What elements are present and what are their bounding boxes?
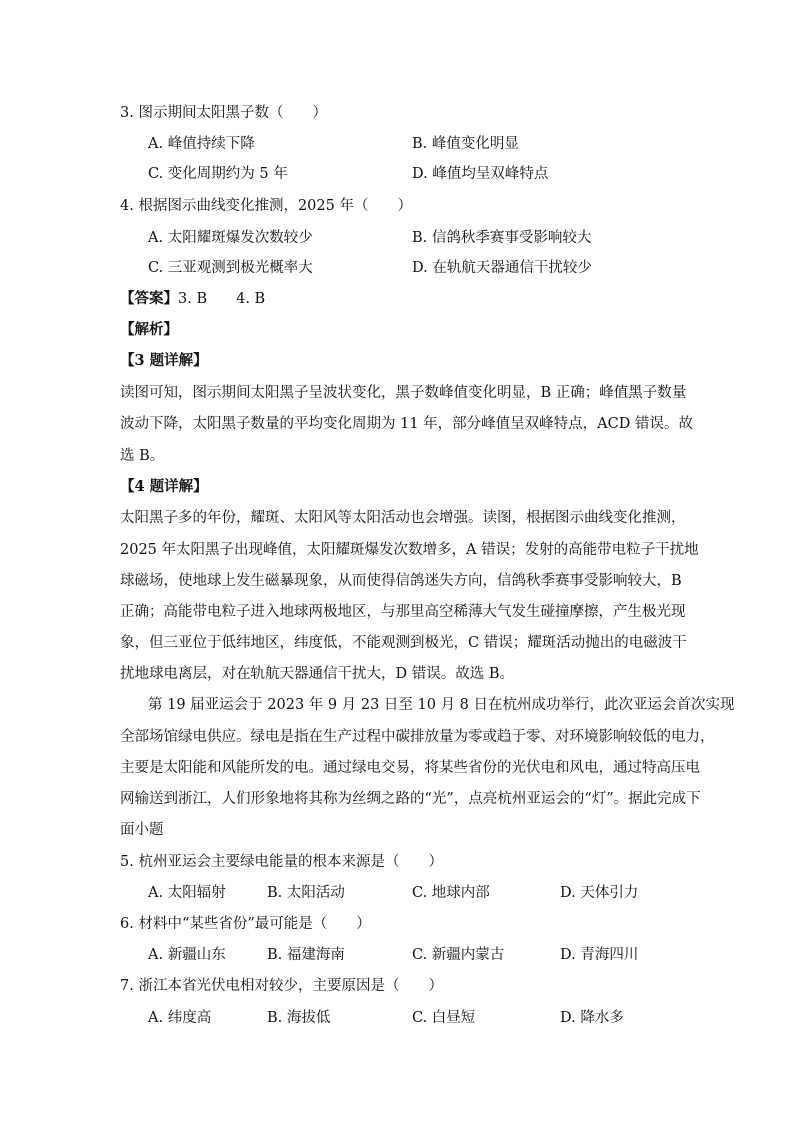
detail-4-line: 2025 年太阳黑子出现峰值，太阳耀斑爆发次数增多，A 错误；发射的高能带电粒子干扰地 — [120, 542, 699, 558]
material-line: 面小题 — [120, 822, 164, 838]
question-5-stem: 5. 杭州亚运会主要绿电能量的根本来源是（ ） — [120, 854, 443, 870]
detail-4-line: 球磁场，使地球上发生磁暴现象，从而使得信鸽迷失方向，信鸽秋季赛事受影响较大，B — [120, 573, 682, 589]
material-line: 主要是太阳能和风能所发的电。通过绿电交易，将某些省份的光伏电和风电，通过特高压电 — [120, 760, 700, 776]
question-5-option-b: B. 太阳活动 — [267, 885, 345, 901]
question-3-option-c: C. 变化周期约为 5 年 — [148, 166, 288, 182]
question-4-option-c: C. 三亚观测到极光概率大 — [148, 260, 313, 276]
material-line: 网输送到浙江，人们形象地将其称为丝绸之路的“光”，点亮杭州亚运会的“灯”。据此完成下 — [120, 791, 701, 807]
question-5-option-a: A. 太阳辐射 — [148, 885, 226, 901]
question-7-option-b: B. 海拔低 — [267, 1010, 331, 1026]
detail-4-line: 正确；高能带电粒子进入地球两极地区，与那里高空稀薄大气发生碰撞摩擦，产生极光现 — [120, 604, 686, 620]
answer-line — [120, 289, 265, 309]
question-3-stem: 3. 图示期间太阳黑子数（ ） — [120, 105, 327, 121]
answer-label: 【答案】 — [120, 290, 178, 307]
detail-4-line: 象，但三亚位于低纬地区，纬度低，不能观测到极光，C 错误；耀斑活动抛出的电磁波干 — [120, 635, 687, 651]
question-4-stem: 4. 根据图示曲线变化推测，2025 年（ ） — [120, 198, 412, 214]
question-5-option-d: D. 天体引力 — [560, 885, 639, 901]
detail-3-label: 【3 题详解】 — [120, 352, 208, 369]
detail-3-line: 选 B。 — [120, 448, 165, 464]
question-4-option-b: B. 信鸽秋季赛事受影响较大 — [412, 230, 592, 246]
question-4-option-a: A. 太阳耀斑爆发次数较少 — [148, 230, 313, 246]
question-6-option-c: C. 新疆内蒙古 — [412, 947, 505, 963]
question-7-option-d: D. 降水多 — [560, 1010, 624, 1026]
question-3-option-b: B. 峰值变化明显 — [412, 136, 519, 152]
question-7-stem: 7. 浙江本省光伏电相对较少，主要原因是（ ） — [120, 978, 443, 994]
material-line: 全部场馆绿电供应。绿电是指在生产过程中碳排放量为零或趋于零、对环境影响较低的电力， — [120, 729, 715, 745]
detail-4-line: 扰地球电离层，对在轨航天器通信干扰大，D 错误。故选 B。 — [120, 666, 514, 682]
question-6-option-b: B. 福建海南 — [267, 947, 345, 963]
question-6-option-a: A. 新疆山东 — [148, 947, 226, 963]
question-5-option-c: C. 地球内部 — [412, 885, 490, 901]
detail-4-line: 太阳黑子多的年份，耀斑、太阳风等太阳活动也会增强。读图，根据图示曲线变化推测， — [120, 510, 686, 526]
question-7-option-c: C. 白昼短 — [412, 1010, 476, 1026]
question-3-option-a: A. 峰值持续下降 — [148, 136, 255, 152]
question-3-option-d: D. 峰值均呈双峰特点 — [412, 166, 549, 182]
material-line: 第 19 届亚运会于 2023 年 9 月 23 日至 10 月 8 日在杭州成功举行，此次亚运会首次实现 — [148, 697, 735, 713]
detail-4-label: 【4 题详解】 — [120, 478, 208, 495]
answer-text: 3. B 4. B — [178, 291, 266, 307]
question-6-option-d: D. 青海四川 — [560, 947, 639, 963]
question-6-stem: 6. 材料中“某些省份”最可能是（ ） — [120, 916, 371, 932]
detail-3-line: 波动下降，太阳黑子数量的平均变化周期为 11 年，部分峰值呈双峰特点，ACD 错误。故 — [120, 416, 693, 432]
question-7-option-a: A. 纬度高 — [148, 1010, 212, 1026]
detail-3-line: 读图可知，图示期间太阳黑子呈波状变化，黑子数峰值变化明显，B 正确；峰值黑子数量 — [120, 385, 687, 401]
question-4-option-d: D. 在轨航天器通信干扰较少 — [412, 260, 592, 276]
analysis-label: 【解析】 — [120, 321, 178, 338]
